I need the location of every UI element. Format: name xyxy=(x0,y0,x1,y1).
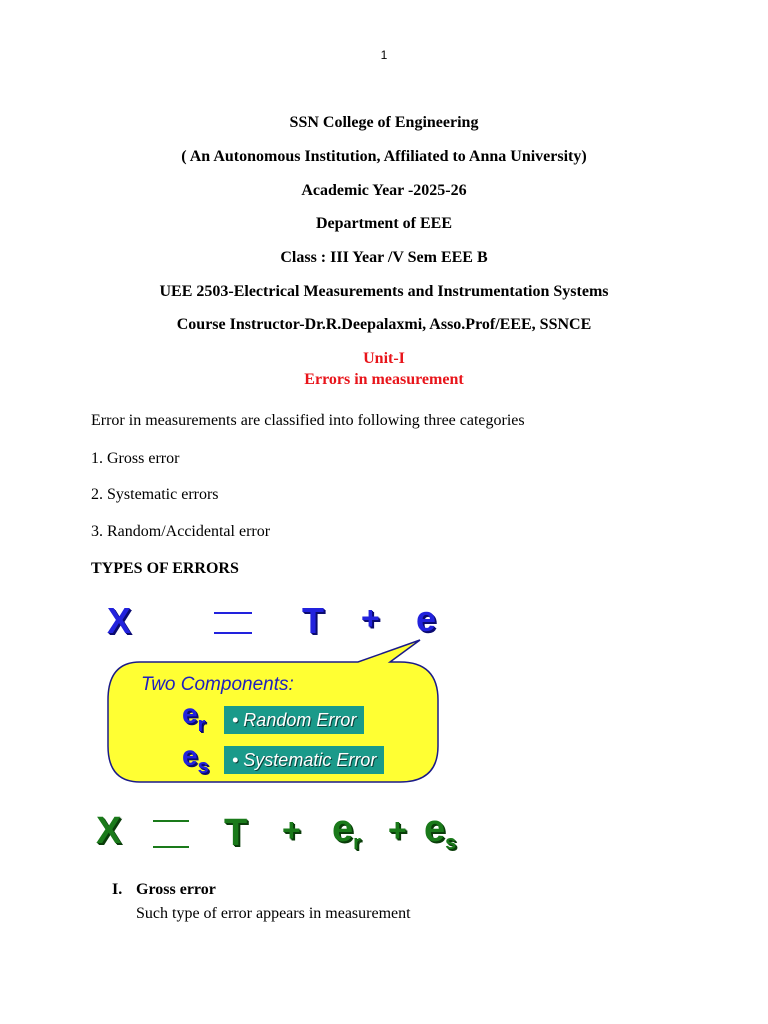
eq2-plus2: + xyxy=(388,812,407,848)
callout-title: Two Components: xyxy=(141,674,294,695)
department: Department of EEE xyxy=(316,215,452,232)
eq2-equals-top xyxy=(153,820,189,822)
intro-text: Error in measurements are classified into following three categories xyxy=(91,412,525,429)
eq2-es-base: e xyxy=(424,808,446,850)
callout-er xyxy=(182,698,206,736)
eq2-plus1: + xyxy=(282,812,301,848)
callout-es xyxy=(182,740,209,778)
eq2-er-sub: r xyxy=(353,832,361,854)
types-heading: TYPES OF ERRORS xyxy=(91,560,239,577)
list-item-gross: 1. Gross error xyxy=(91,450,180,467)
eq1-equals-bottom xyxy=(214,632,252,634)
eq2-es xyxy=(424,808,457,854)
unit-label: Unit-I xyxy=(363,350,405,367)
academic-year: Academic Year -2025-26 xyxy=(301,182,467,199)
course-title: UEE 2503-Electrical Measurements and Instrumentation Systems xyxy=(159,283,609,300)
eq1-e: e xyxy=(416,598,437,639)
eq1-equals-top xyxy=(214,612,252,614)
eq2-equals-bottom xyxy=(153,846,189,848)
section-numeral: I. xyxy=(112,881,123,898)
callout-es-base: e xyxy=(182,740,198,771)
callout-er-base: e xyxy=(182,698,198,729)
unit-title: Errors in measurement xyxy=(304,371,464,388)
eq1-t: T xyxy=(302,600,324,641)
class-info: Class : III Year /V Sem EEE B xyxy=(280,249,488,266)
course-instructor: Course Instructor-Dr.R.Deepalaxmi, Asso.Prof/EEE, SSNCE xyxy=(176,316,592,333)
eq1-x: X xyxy=(107,600,132,641)
systematic-error-box: • Systematic Error xyxy=(224,746,384,774)
college-name: SSN College of Engineering xyxy=(289,114,479,131)
eq2-x: X xyxy=(96,810,122,852)
eq2-t: T xyxy=(224,812,248,854)
list-item-random: 3. Random/Accidental error xyxy=(91,523,271,540)
list-item-systematic: 2. Systematic errors xyxy=(91,486,219,503)
page-number: 1 xyxy=(380,48,388,62)
callout-er-sub: r xyxy=(197,714,206,736)
random-error-box: • Random Error xyxy=(224,706,364,734)
eq2-es-sub: s xyxy=(445,832,457,854)
section-text: Such type of error appears in measurement xyxy=(136,905,411,922)
section-title: Gross error xyxy=(136,881,216,898)
callout-es-sub: s xyxy=(197,756,209,778)
eq2-er-base: e xyxy=(332,808,354,850)
equation-components xyxy=(0,808,768,868)
eq1-plus: + xyxy=(361,600,380,636)
affiliation: ( An Autonomous Institution, Affiliated to Anna University) xyxy=(181,148,587,165)
eq2-er xyxy=(332,808,361,854)
